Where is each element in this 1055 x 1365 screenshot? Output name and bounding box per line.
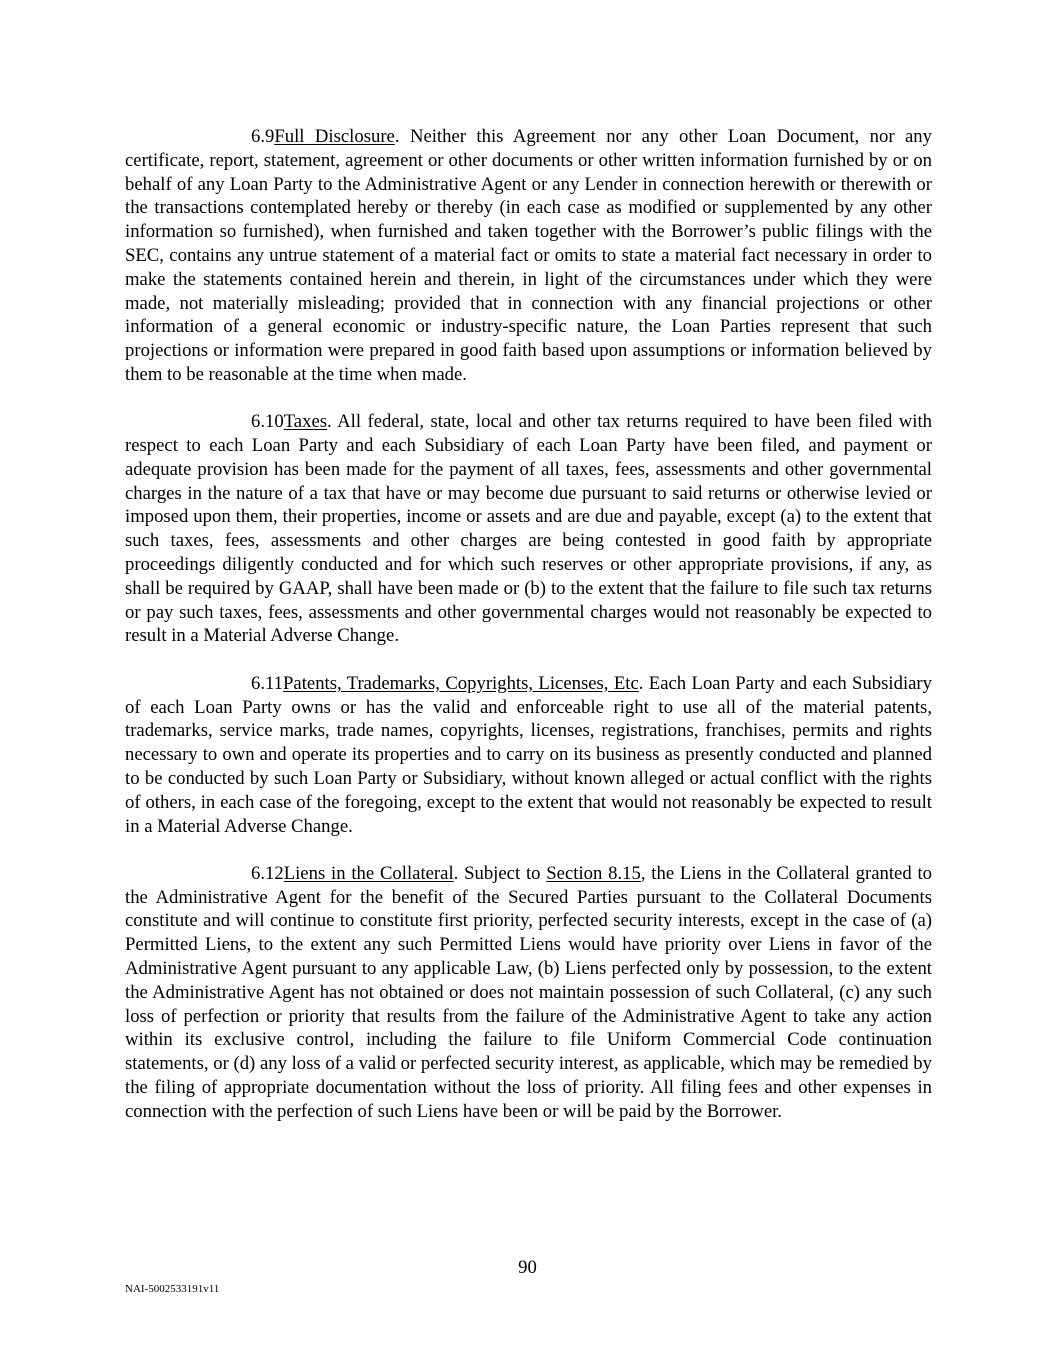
section-text-lead: . Subject to — [453, 862, 547, 884]
section-text: . All federal, state, local and other tax returns required to have been filed with respect to each Loan Party and each Subsidiary of each Loan Party have been filed, and payment or adequate provision has been made for the payment of all taxes, fees, assessments and other governmental charges in the nature of a tax that have or may become due pursuant to said returns or otherwise levied or imposed upon them, their properties, income or assets and are due and payable, except (a) to the extent that such taxes, fees, assessments and other charges are being contested in good faith by appropriate proceedings diligently conducted and for which such reserves or other appropriate provisions, if any, as shall be required by GAAP, shall have been made or (b) to the extent that the failure to file such tax returns or pay such taxes, fees, assessments and other governmental charges would not reasonably be expected to result in a Material Adverse Change. — [125, 411, 932, 647]
page-number: 90 — [518, 1257, 537, 1278]
section-6-11 — [125, 672, 932, 839]
section-cross-reference: Section 8.15 — [546, 862, 641, 884]
document-id: NAI-5002533191v11 — [125, 1283, 220, 1295]
section-text: , the Liens in the Collateral granted to the Administrative Agent for the benefit of the Secured Parties pursuant to the Collateral Documents constitute and will continue to constitute first priority, perfected security interests, except in the case of (a) Permitted Liens, to the extent any such Permitted Liens would have priority over Liens in favor of the Administrative Agent pursuant to any applicable Law, (b) Liens perfected only by possession, to the extent the Administrative Agent has not obtained or does not maintain possession of such Collateral, (c) any such loss of perfection or priority that results from the failure of the Administrative Agent to take any action within its exclusive control, including the failure to file Uniform Commercial Code continuation statements, or (d) any loss of a valid or perfected security interest, as applicable, which may be remedied by the filing of appropriate documentation without the loss of priority. All filing fees and other expenses in connection with the perfection of such Liens have been or will be paid by the Borrower. — [125, 862, 932, 1122]
section-number: 6.10 — [251, 411, 284, 433]
section-6-10 — [125, 410, 932, 648]
section-number: 6.11 — [251, 672, 284, 694]
section-heading: Taxes — [283, 411, 328, 433]
section-number: 6.12 — [251, 862, 284, 884]
section-heading: Patents, Trademarks, Copyrights, Licenses, Etc — [283, 672, 639, 694]
section-6-9 — [125, 125, 932, 387]
document-body — [125, 125, 932, 1147]
section-heading: Liens in the Collateral — [283, 862, 454, 884]
section-6-12 — [125, 862, 932, 1124]
section-number: 6.9 — [251, 126, 275, 147]
section-heading: Full Disclosure — [274, 126, 395, 147]
section-text: . Each Loan Party and each Subsidiary of each Loan Party owns or has the valid and enforceable right to use all of the material patents, trademarks, service marks, trade names, copyrights, licenses, registrations, franchises, permits and rights necessary to own and operate its properties and to carry on its business as presently conducted and planned to be conducted by such Loan Party or Subsidiary, without known alleged or actual conflict with the rights of others, in each case of the foregoing, except to the extent that would not reasonably be expected to result in a Material Adverse Change. — [125, 672, 933, 837]
section-text: . Neither this Agreement nor any other Loan Document, nor any certificate, report, statement, agreement or other documents or other written information furnished by or on behalf of any Loan Party to the Administrative Agent or any Lender in connection herewith or therewith or the transactions contemplated hereby or thereby (in each case as modified or supplemented by any other information so furnished), when furnished and taken together with the Borrower’s public filings with the SEC, contains any untrue statement of a material fact or omits to state a material fact necessary in order to make the statements contained herein and therein, in light of the circumstances under which they were made, not materially misleading; provided that in connection with any financial projections or other information of a general economic or industry-specific nature, the Loan Parties represent that such projections or information were prepared in good faith based upon assumptions or information believed by them to be reasonable at the time when made. — [125, 126, 932, 385]
